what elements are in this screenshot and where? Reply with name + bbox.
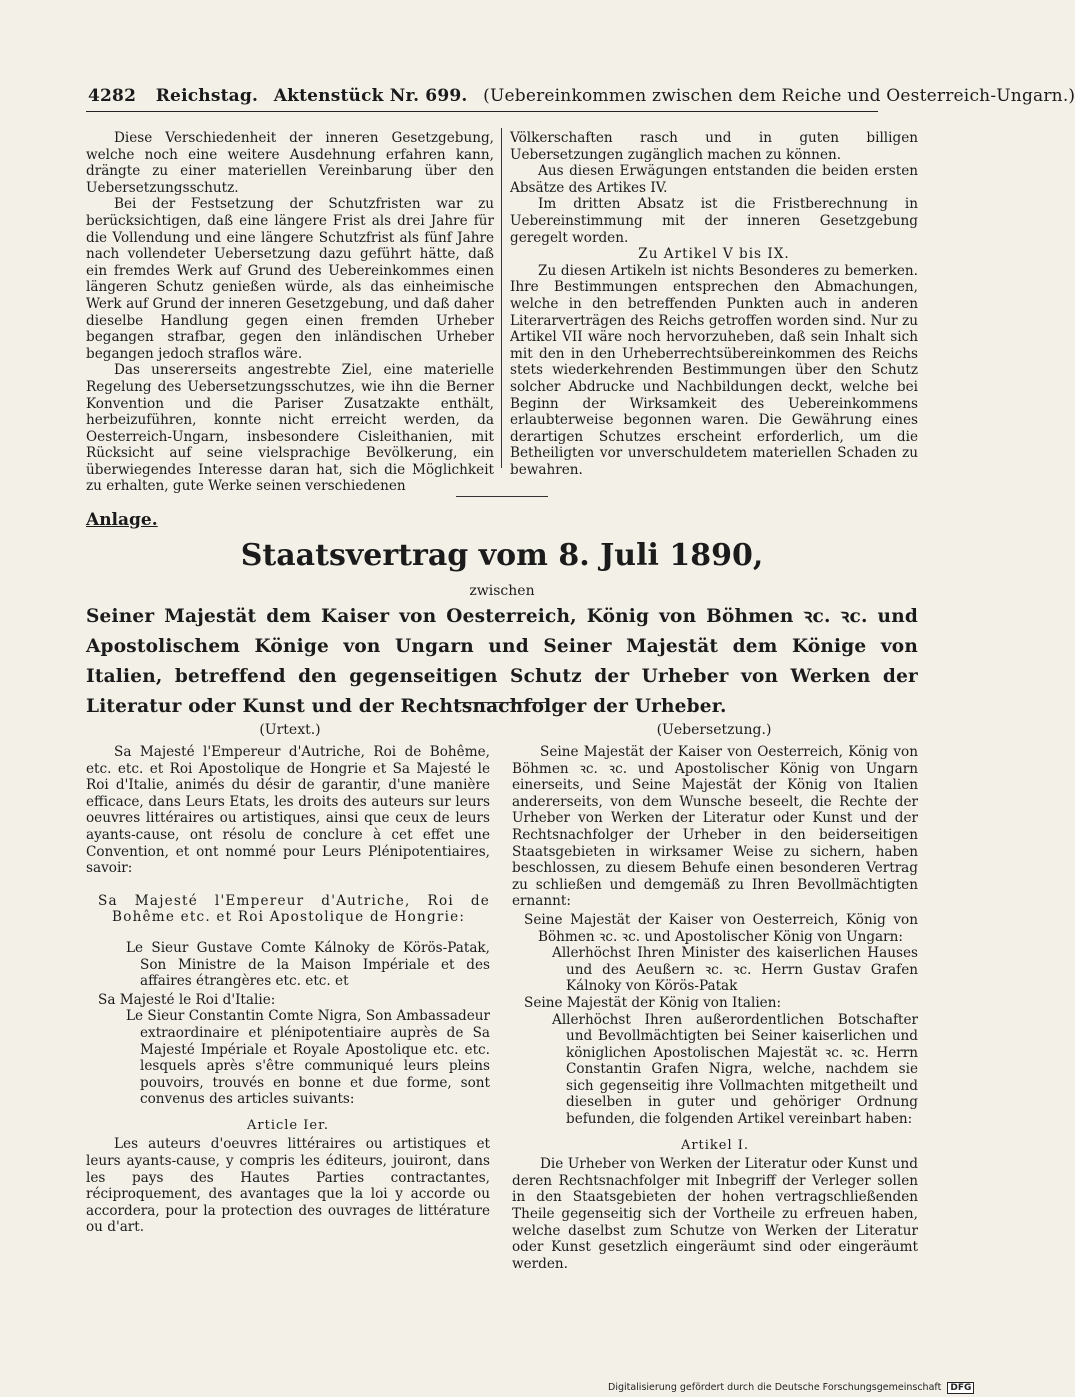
french-article-heading: Article Ier.: [247, 1117, 329, 1133]
german-sovereign-1: Seine Majestät der Kaiser von Oesterreich, König von Böhmen ꝛc. ꝛc. und Apostolischer König von Ungarn:: [524, 911, 918, 945]
french-column-heading: (Urtext.): [259, 722, 321, 738]
paragraph: Völkerschaften rasch und in guten billigen Uebersetzungen zugänglich machen zu können.: [510, 130, 918, 163]
german-article-heading: Artikel I.: [680, 1137, 750, 1153]
header-reichstag: Reichstag.: [155, 86, 259, 106]
german-column-heading: (Uebersetzung.): [656, 722, 772, 738]
digitization-footer: [608, 1382, 974, 1394]
header-aktenstueck: Aktenstück Nr. 699.: [273, 86, 468, 106]
anlage-label: Anlage.: [86, 510, 158, 530]
top-right-column: [510, 130, 918, 478]
german-delegate-1: Allerhöchst Ihren Minister des kaiserlichen Hauses und des Aeußern ꝛc. ꝛc. Herrn Gustav Grafen Kálnoky von Körös-Patak: [552, 945, 918, 995]
dfg-logo-icon: DFG: [947, 1382, 974, 1394]
treaty-title: Staatsvertrag vom 8. Juli 1890,: [240, 538, 764, 573]
paragraph: Bei der Festsetzung der Schutzfristen war zu berücksichtigen, daß eine längere Frist als drei Jahre für die Vollendung und eine längere Schutzfrist als fünf Jahre nach vollendeter Uebersetzung dazu geführt hätte, daß ein fremdes Werk auf Grund des Uebereinkommes einen längeren Schutz genießen würde, als das einheimische Werk auf Grund der inneren Gesetzgebung, und daß daher dieselbe Handlung gegen einen fremden Urheber begangen strafbar, gegen den inländischen Urheber begangen jedoch straflos wäre.: [86, 196, 494, 362]
treaty-subtitle: Seiner Majestät dem Kaiser von Oesterreich, König von Böhmen ꝛc. ꝛc. und Apostolischem Könige von Ungarn und Seiner Majestät dem Könige von Italien, betreffend den gegenseitigen Schutz der Urheber von Werken der Literatur oder Kunst und der Rechtsnachfolger der Urheber.: [86, 606, 918, 717]
french-column: [86, 744, 490, 1236]
column-divider: [501, 128, 502, 468]
paragraph: Zu diesen Artikeln ist nichts Besonderes zu bemerken. Ihre Bestimmungen entsprechen den Abmachungen, welche in den betreffenden Punkten auch in anderen Literarverträgen des Reichs getroffen worden sind. Nur zu Artikel VII wäre noch hervorzuheben, daß sein Inhalt sich mit den in den Urheberrechtsübereinkommen des Reichs stets wiederkehrenden Bestimmungen über den Schutz solcher Abdrucke und Nachbildungen deckt, welche bei Beginn der Wirksamkeit des Uebereinkommens erlaubterweise begonnen waren. Die Gewährung eines derartigen Schutzes erscheint erforderlich, um die Betheiligten vor unverschuldetem materiellen Schaden zu bewahren.: [510, 262, 918, 478]
top-left-column: [86, 130, 494, 495]
german-sovereign-2: Seine Majestät der König von Italien:: [524, 994, 782, 1011]
footer-text: Digitalisierung gefördert durch die Deutsche Forschungsgemeinschaft: [608, 1382, 942, 1393]
french-intro: Sa Majesté l'Empereur d'Autriche, Roi de Bohême, etc. etc. et Roi Apostolique de Hongrie et Sa Majesté le Roi d'Italie, animés du désir de garantir, d'une manière efficace, dans Leurs Etats, les droits des auteurs sur leurs oeuvres littéraires ou artistiques, ainsi que ceux de leurs ayants-cause, ont résolu de conclure à cet effet une Convention, et ont nommé pour Leurs Plénipotentiaires, savoir:: [86, 744, 490, 877]
page-number: 4282: [88, 86, 137, 106]
german-intro: Seine Majestät der Kaiser von Oesterreich, König von Böhmen ꝛc. ꝛc. und Apostolischer König von Ungarn einerseits, und Seine Majestät der König von Italien andererseits, von dem Wunsche beseelt, die Rechte der Urheber von Werken der Literatur oder Kunst und der Rechtsnachfolger der Urheber in den beiderseitigen Staatsgebieten in wirksamer Weise zu sichern, haben beschlossen, zu diesem Behufe einen besonderen Vertrag zu schließen und demgemäß zu Ihren Bevollmächtigten ernannt:: [512, 744, 918, 910]
title-rule: [456, 702, 548, 703]
french-sovereign-1: Sa Majesté l'Empereur d'Autriche, Roi de Bohême etc. et Roi Apostolique de Hongrie:: [98, 892, 490, 926]
french-sovereign-2: Sa Majesté le Roi d'Italie:: [98, 991, 276, 1008]
paragraph: Das unsererseits angestrebte Ziel, eine materielle Regelung des Uebersetzungsschutzes, wie ihn die Berner Konvention und die Pariser Zusatzakte enthält, herbeizuführen, konnte nicht erreicht werden, da Oesterreich-Ungarn, insbesondere Cisleithanien, mit Rücksicht auf seine vielsprachige Bevölkerung, ein überwiegendes Interesse daran hat, sich die Möglichkeit zu erhalten, gute Werke seinen verschiedenen: [86, 362, 494, 495]
french-article-text: Les auteurs d'oeuvres littéraires ou artistiques et leurs ayants-cause, y compris les éditeurs, jouiront, dans les pays des Hautes Parties contractantes, réciproquement, des avantages que la loi y accorde ou accordera, pour la protection des ouvrages de littérature ou d'art.: [86, 1136, 490, 1236]
section-rule: [456, 496, 548, 497]
french-delegate-2: Le Sieur Constantin Comte Nigra, Son Ambassadeur extraordinaire et plénipotentiaire auprès de Sa Majesté Impériale et Royale Apostolique etc. etc. lesquels après s'être communiqué leurs pleins pouvoirs, trouvés en bonne et due forme, sont convenus des articles suivants:: [126, 1008, 490, 1108]
german-delegate-2: Allerhöchst Ihren außerordentlichen Botschafter und Bevollmächtigten bei Seiner kaiserlichen und königlichen Apostolischen Majestät ꝛc. ꝛc. Herrn Constantin Grafen Nigra, welche, nachdem sie sich gegenseitig ihre Vollmachten mitgetheilt und dieselben in guter und gehöriger Ordnung befunden, die folgenden Artikel vereinbart haben:: [552, 1011, 918, 1128]
paragraph: Im dritten Absatz ist die Fristberechnung in Uebereinstimmung mit der inneren Gesetzgebung geregelt worden.: [510, 196, 918, 246]
section-heading: Zu Artikel V bis IX.: [638, 246, 790, 263]
german-article-text: Die Urheber von Werken der Literatur oder Kunst und deren Rechtsnachfolger mit Inbegriff der Verleger sollen in den Staatsgebieten der hohen vertragschließenden Theile gegenseitig sich der Vortheile zu erfreuen haben, welche daselbst zum Schutze von Werken der Literatur oder Kunst gesetzlich eingeräumt sind oder eingeräumt werden.: [512, 1156, 918, 1272]
running-header: [88, 86, 1075, 106]
header-rule: [86, 111, 878, 112]
paragraph: Diese Verschiedenheit der inneren Gesetzgebung, welche noch eine weitere Ausdehnung erfahren kann, drängte zu einer materiellen Vereinbarung über den Uebersetzungsschutz.: [86, 130, 494, 196]
paragraph: Aus diesen Erwägungen entstanden die beiden ersten Absätze des Artikes IV.: [510, 163, 918, 196]
header-subject: (Uebereinkommen zwischen dem Reiche und Oesterreich-Ungarn.): [483, 86, 1075, 106]
treaty-zwischen: zwischen: [469, 583, 535, 599]
german-column: [512, 744, 918, 1272]
french-delegate-1: Le Sieur Gustave Comte Kálnoky de Körös-Patak, Son Ministre de la Maison Impériale et des affaires étrangères etc. etc. et: [126, 939, 490, 990]
